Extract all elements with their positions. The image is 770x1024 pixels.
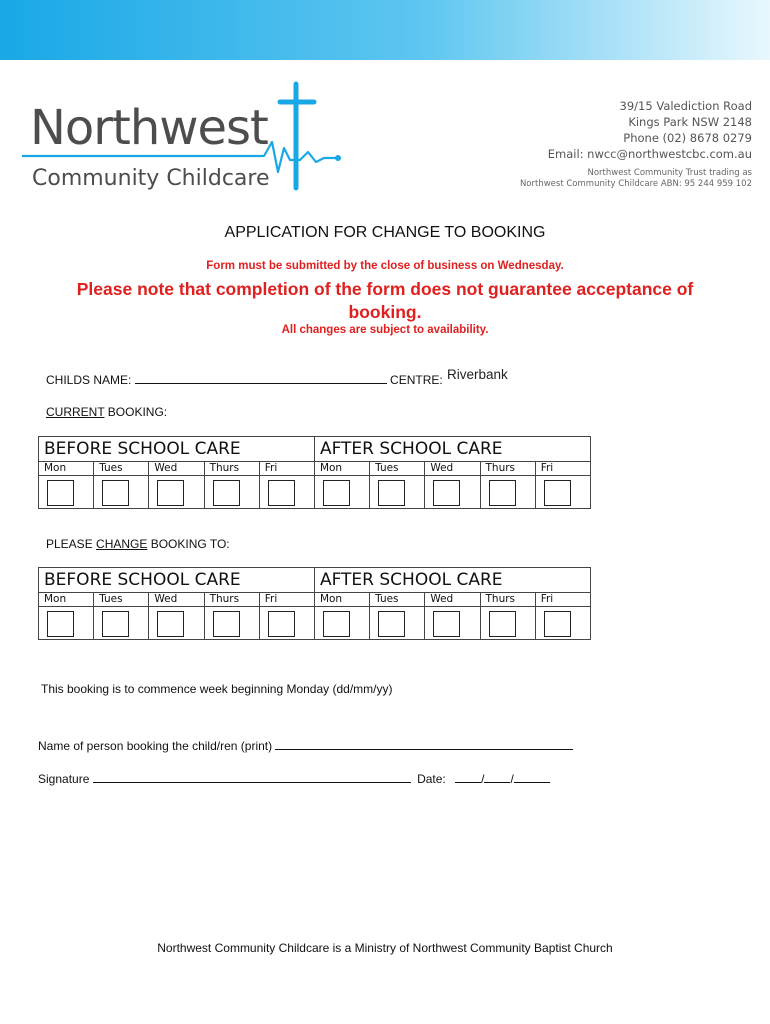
date-label: Date: <box>417 772 446 786</box>
new-booking-table <box>38 567 591 640</box>
centre-label: CENTRE: <box>390 373 443 387</box>
day-label: Tues <box>94 593 149 607</box>
logo-subtitle: Community Childcare <box>32 166 270 191</box>
submit-deadline-notice: Form must be submitted by the close of business on Wednesday. <box>206 260 564 272</box>
day-label: Mon <box>39 593 94 607</box>
day-label: Wed <box>425 593 480 607</box>
availability-notice: All changes are subject to availability. <box>281 324 489 336</box>
current-bsc-header: BEFORE SCHOOL CARE <box>39 437 315 462</box>
footer-text: Northwest Community Childcare is a Ministry of Northwest Community Baptist Church <box>157 941 613 955</box>
new-asc-fri-checkbox[interactable] <box>544 611 571 637</box>
day-label: Wed <box>149 593 204 607</box>
address-line2: Kings Park NSW 2148 <box>628 115 752 129</box>
person-booking-field[interactable] <box>275 738 573 750</box>
new-asc-header: AFTER SCHOOL CARE <box>314 568 590 593</box>
booking-word: BOOKING: <box>104 405 168 419</box>
signature-field[interactable] <box>93 771 411 783</box>
day-label: Thurs <box>204 462 259 476</box>
current-bsc-fri-checkbox[interactable] <box>268 480 295 506</box>
day-label: Thurs <box>480 462 535 476</box>
date-day-field[interactable] <box>455 771 481 783</box>
signature-row <box>38 771 550 786</box>
day-label: Fri <box>535 462 590 476</box>
day-label: Tues <box>94 462 149 476</box>
day-label: Mon <box>314 462 369 476</box>
day-label: Wed <box>149 462 204 476</box>
new-bsc-tue-checkbox[interactable] <box>102 611 129 637</box>
date-separator: / <box>510 772 514 786</box>
day-label: Wed <box>425 462 480 476</box>
day-label: Tues <box>370 593 425 607</box>
current-asc-tue-checkbox[interactable] <box>378 480 405 506</box>
acceptance-notice: Please note that completion of the form does not guarantee acceptance of booking. <box>76 279 694 322</box>
new-bsc-mon-checkbox[interactable] <box>47 611 74 637</box>
childs-name-label: CHILDS NAME: <box>46 373 132 387</box>
day-label: Mon <box>39 462 94 476</box>
new-asc-thu-checkbox[interactable] <box>489 611 516 637</box>
day-label: Fri <box>535 593 590 607</box>
current-asc-fri-checkbox[interactable] <box>544 480 571 506</box>
date-month-field[interactable] <box>484 771 510 783</box>
current-bsc-mon-checkbox[interactable] <box>47 480 74 506</box>
current-booking-label <box>46 405 167 419</box>
new-asc-wed-checkbox[interactable] <box>433 611 460 637</box>
please-word: PLEASE <box>46 537 97 551</box>
current-asc-wed-checkbox[interactable] <box>433 480 460 506</box>
centre-value[interactable]: Riverbank <box>447 367 508 382</box>
current-bsc-thu-checkbox[interactable] <box>213 480 240 506</box>
current-asc-header: AFTER SCHOOL CARE <box>314 437 590 462</box>
date-separator: / <box>481 772 485 786</box>
current-bsc-wed-checkbox[interactable] <box>157 480 184 506</box>
form-title: APPLICATION FOR CHANGE TO BOOKING <box>224 224 546 241</box>
logo <box>18 78 348 198</box>
commence-text: This booking is to commence week beginning Monday (dd/mm/yy) <box>41 682 393 696</box>
trust-line2: Northwest Community Childcare ABN: 95 244 959 102 <box>519 179 752 189</box>
header-banner <box>0 0 770 60</box>
new-asc-tue-checkbox[interactable] <box>378 611 405 637</box>
new-bsc-fri-checkbox[interactable] <box>268 611 295 637</box>
change-word: CHANGE <box>96 537 148 551</box>
current-bsc-tue-checkbox[interactable] <box>102 480 129 506</box>
person-booking-row <box>38 738 573 753</box>
change-booking-label <box>46 537 230 551</box>
address-phone: Phone (02) 8678 0279 <box>623 131 752 145</box>
trust-block <box>520 168 752 190</box>
day-label: Fri <box>259 593 314 607</box>
new-bsc-wed-checkbox[interactable] <box>157 611 184 637</box>
new-bsc-thu-checkbox[interactable] <box>213 611 240 637</box>
trust-line1: Northwest Community Trust trading as <box>587 168 752 178</box>
current-asc-mon-checkbox[interactable] <box>323 480 350 506</box>
day-label: Mon <box>314 593 369 607</box>
person-booking-label: Name of person booking the child/ren (print) <box>38 739 273 753</box>
childs-name-field[interactable] <box>135 372 387 384</box>
address-email: Email: nwcc@northwestcbc.com.au <box>547 147 752 161</box>
current-booking-table <box>38 436 591 509</box>
date-year-field[interactable] <box>514 771 550 783</box>
address-line1: 39/15 Valediction Road <box>619 99 752 113</box>
new-bsc-header: BEFORE SCHOOL CARE <box>39 568 315 593</box>
current-asc-thu-checkbox[interactable] <box>489 480 516 506</box>
day-label: Thurs <box>204 593 259 607</box>
booking-to-word: BOOKING TO: <box>147 537 230 551</box>
current-word: CURRENT <box>46 405 105 419</box>
logo-name: Northwest <box>30 100 268 156</box>
day-label: Thurs <box>480 593 535 607</box>
childs-name-row <box>46 372 443 387</box>
signature-label: Signature <box>38 772 90 786</box>
new-asc-mon-checkbox[interactable] <box>323 611 350 637</box>
day-label: Fri <box>259 462 314 476</box>
day-label: Tues <box>370 462 425 476</box>
address-block <box>548 98 752 162</box>
